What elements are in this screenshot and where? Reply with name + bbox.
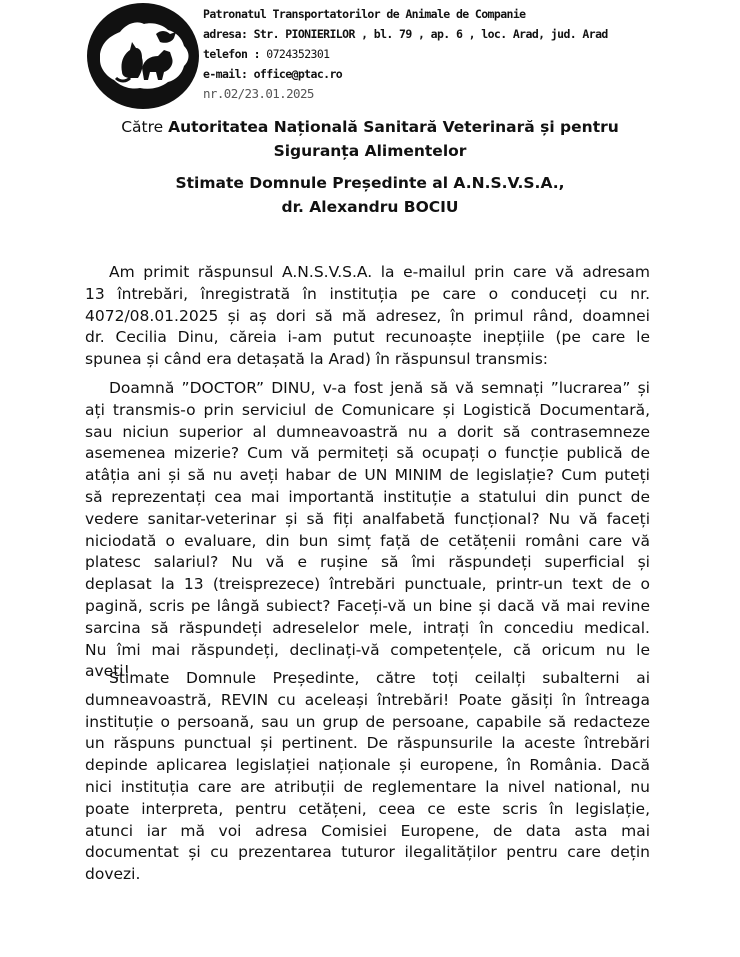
organization-logo	[86, 2, 201, 110]
paragraph-1	[85, 262, 650, 371]
paragraph-line: nici instituția care are atribuții de reglementare la nivel national, nu	[85, 777, 650, 796]
salutation-line-2: dr. Alexandru BOCIU	[281, 198, 459, 216]
paragraph-line: dumneavoastră, REVIN cu aceleași întrebări! Poate găsiți în întreaga	[85, 690, 650, 709]
phone-line	[203, 44, 603, 64]
paragraph-line: depinde aplicarea legislației naționale și europene, în România. Dacă	[85, 756, 650, 775]
email-value: office@ptac.ro	[253, 67, 343, 81]
paragraph-2	[85, 378, 650, 683]
paragraph-line: sau niciun superior al dumneavoastră nu a dorit să contrasemneze	[85, 422, 650, 441]
paragraph-line: instituție o persoană, sau un grup de persoane, capabile să redacteze	[85, 712, 650, 731]
phone-label: telefon :	[203, 47, 260, 61]
paragraph-line: 4072/08.01.2025 și aș dori să mă adresez, în primul rând, doamnei	[85, 306, 650, 325]
paragraph-line: pagină, scris pe lângă subiect? Faceți-vă un bine și dacă vă mai revine	[85, 596, 650, 615]
paragraph-line: dovezi.	[85, 865, 141, 884]
paragraph-line: 13 întrebări, înregistrată în instituția pe care o conduceți cu nr.	[85, 284, 650, 303]
phone-value: 0724352301	[266, 47, 330, 61]
address-line	[203, 24, 608, 44]
salutation-line-1: Stimate Domnule Președinte al A.N.S.V.S.A.,	[175, 174, 565, 192]
paragraph-line: Doamnă ”DOCTOR” DINU, v-a fost jenă să vă semnați ”lucrarea” și	[109, 379, 650, 397]
paragraph-line: platesc salariul? Nu vă e rușine să îmi răspundeți superficial și	[85, 553, 650, 572]
paragraph-line: să reprezentați cea mai importantă instituție a statului din punct de	[85, 487, 650, 506]
paragraph-line: sarcina să răspundeți adreselelor mele, intrați în concediu medical.	[85, 618, 650, 637]
paragraph-line: aveți!	[85, 662, 130, 681]
recipient-prefix: Către	[121, 118, 169, 136]
paragraph-line: spunea și când era detașată la Arad) în răspunsul transmis:	[85, 350, 548, 369]
salutation-block	[70, 171, 670, 219]
recipient-block	[70, 115, 670, 163]
paragraph-line: asemenea mizerie? Cum vă permiteți să ocupați o funcție publică de	[85, 444, 650, 463]
paragraph-line: vedere sanitar-veterinar și să fiți analfabetă funcțional? Nu vă faceți	[85, 509, 650, 528]
recipient-line-2: Siguranța Alimentelor	[273, 142, 467, 160]
paragraph-line: ați transmis-o prin serviciul de Comunicare și Logistică Documentară,	[85, 400, 650, 419]
recipient-line-1: Autoritatea Națională Sanitară Veterinară și pentru	[168, 118, 619, 136]
organization-name: Patronatul Transportatorilor de Animale de Companie	[203, 7, 526, 21]
address-label: adresa:	[203, 27, 248, 41]
paragraph-line: niciodată o evaluare, din bun simț față de cetățenii români care vă	[85, 531, 650, 550]
paragraph-line: poate interpreta, pentru cetățeni, ceea ce este scris în legislație,	[85, 799, 650, 818]
reference-number: nr.02/23.01.2025	[203, 86, 314, 101]
paragraph-3	[85, 668, 650, 886]
paragraph-line: Nu îmi mai răspundeți, declinați-vă competențele, că oricum nu le	[85, 640, 650, 659]
email-line	[203, 64, 603, 84]
paragraph-line: atâția ani și să nu aveți habar de UN MINIM de legislație? Cum puteți	[85, 466, 650, 485]
paragraph-line: un răspuns punctual și pertinent. De răspunsurile la aceste întrebări	[85, 734, 650, 753]
paragraph-line: deplasat la 13 (treisprezece) întrebări punctuale, printr-un text de o	[85, 575, 650, 594]
address-value: Str. PIONIERILOR , bl. 79 , ap. 6 , loc. Arad, jud. Arad	[253, 27, 608, 41]
paragraph-line: Stimate Domnule Președinte, către toți ceilalți subalterni ai	[109, 669, 650, 687]
paragraph-line: atunci iar mă voi adresa Comisiei Europene, de data asta mai	[85, 821, 650, 840]
email-label: e-mail:	[203, 67, 248, 81]
paragraph-line: dr. Cecilia Dinu, căreia i-am putut recunoaște inepțiile (pe care le	[85, 328, 650, 347]
paragraph-line: Am primit răspunsul A.N.S.V.S.A. la e-mailul prin care vă adresam	[109, 263, 650, 281]
paragraph-line: documentat și cu prezentarea tuturor ilegalităților pentru care dețin	[85, 843, 650, 862]
letterhead	[203, 4, 608, 104]
